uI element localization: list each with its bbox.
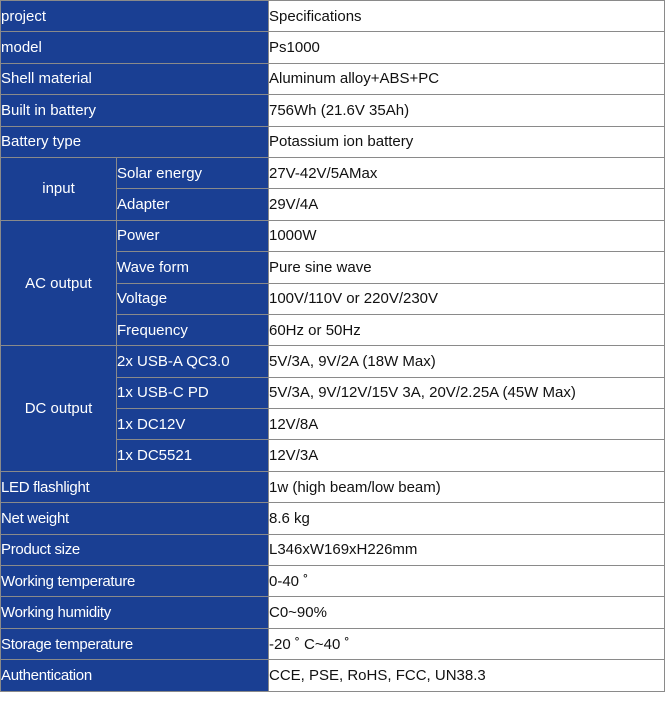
table-row-project [1, 1, 665, 32]
row-value: C0~90% [269, 597, 665, 628]
row-label: Net weight [1, 503, 269, 534]
row-value: Specifications [269, 1, 665, 32]
row-label: model [1, 32, 269, 63]
row-label: Built in battery [1, 95, 269, 126]
group-label-input: input [1, 157, 117, 220]
sub-label: 1x DC12V [117, 409, 269, 440]
row-label: LED flashlight [1, 471, 269, 502]
row-value: 60Hz or 50Hz [269, 314, 665, 345]
row-label: Authentication [1, 660, 269, 691]
sub-label: Solar energy [117, 157, 269, 188]
sub-label: 1x USB-C PD [117, 377, 269, 408]
row-value: 756Wh (21.6V 35Ah) [269, 95, 665, 126]
row-value: Ps1000 [269, 32, 665, 63]
row-value: Aluminum alloy+ABS+PC [269, 63, 665, 94]
table-row-authentication [1, 660, 665, 691]
sub-label: Voltage [117, 283, 269, 314]
row-value: Pure sine wave [269, 252, 665, 283]
table-row-storage-temperature [1, 628, 665, 659]
table-row-net-weight [1, 503, 665, 534]
row-value: 5V/3A, 9V/2A (18W Max) [269, 346, 665, 377]
row-value: -20 ˚ C~40 ˚ [269, 628, 665, 659]
row-value: 5V/3A, 9V/12V/15V 3A, 20V/2.25A (45W Max) [269, 377, 665, 408]
table-row-ac-power [1, 220, 665, 251]
row-value: 8.6 kg [269, 503, 665, 534]
sub-label: Adapter [117, 189, 269, 220]
row-value: L346xW169xH226mm [269, 534, 665, 565]
row-label: project [1, 1, 269, 32]
row-value: 1000W [269, 220, 665, 251]
row-value: 100V/110V or 220V/230V [269, 283, 665, 314]
row-label: Storage temperature [1, 628, 269, 659]
sub-label: 1x DC5521 [117, 440, 269, 471]
table-row-working-temperature [1, 566, 665, 597]
row-label: Shell material [1, 63, 269, 94]
row-value: CCE, PSE, RoHS, FCC, UN38.3 [269, 660, 665, 691]
sub-label: Wave form [117, 252, 269, 283]
sub-label: 2x USB-A QC3.0 [117, 346, 269, 377]
row-label: Product size [1, 534, 269, 565]
table-row-working-humidity [1, 597, 665, 628]
table-row-shell-material [1, 63, 665, 94]
table-row-input-solar [1, 157, 665, 188]
row-value: 29V/4A [269, 189, 665, 220]
table-row-product-size [1, 534, 665, 565]
group-label-dc-output: DC output [1, 346, 117, 472]
row-value: 27V-42V/5AMax [269, 157, 665, 188]
table-row-battery-type [1, 126, 665, 157]
row-value: 12V/3A [269, 440, 665, 471]
sub-label: Frequency [117, 314, 269, 345]
row-value: 12V/8A [269, 409, 665, 440]
group-label-ac-output: AC output [1, 220, 117, 346]
table-row-model [1, 32, 665, 63]
row-label: Working temperature [1, 566, 269, 597]
sub-label: Power [117, 220, 269, 251]
table-row-built-in-battery [1, 95, 665, 126]
table-row-led-flashlight [1, 471, 665, 502]
row-value: 1w (high beam/low beam) [269, 471, 665, 502]
row-value: 0-40 ˚ [269, 566, 665, 597]
row-label: Working humidity [1, 597, 269, 628]
row-label: Battery type [1, 126, 269, 157]
table-row-dc-usb-a [1, 346, 665, 377]
row-value: Potassium ion battery [269, 126, 665, 157]
